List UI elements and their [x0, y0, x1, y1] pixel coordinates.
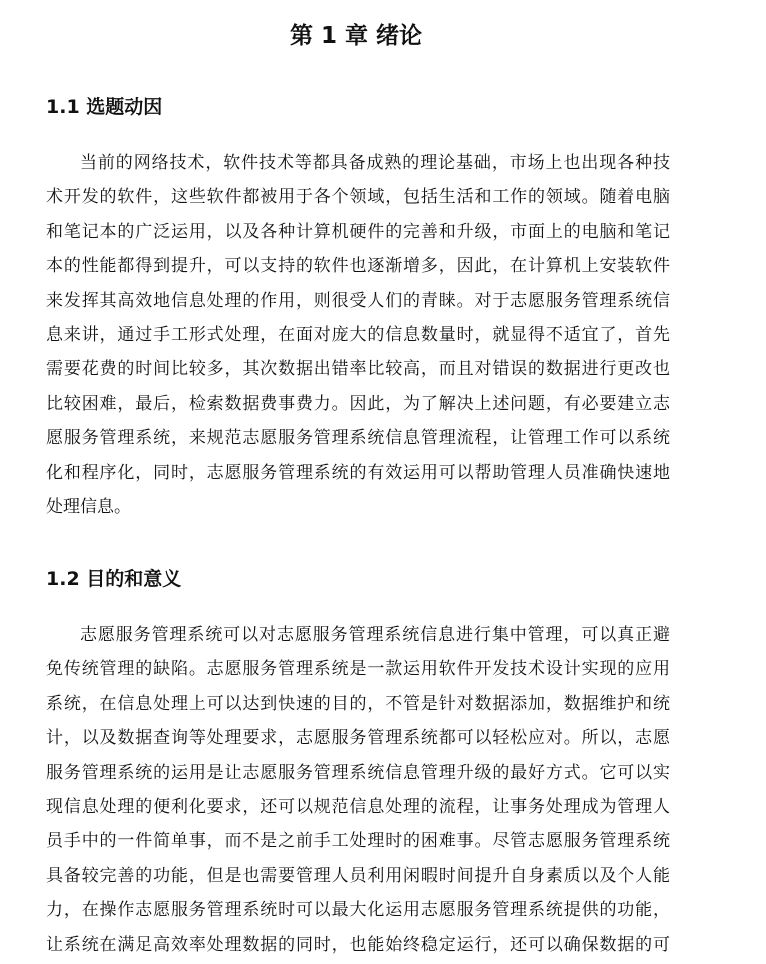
paragraph-line: 力，在操作志愿服务管理系统时可以最大化运用志愿服务管理系统提供的功能， [46, 900, 670, 921]
paragraph-line: 比较困难，最后，检索数据费事费力。因此，为了解决上述问题，有必要建立志 [46, 393, 670, 414]
paragraph-line: 愿服务管理系统，来规范志愿服务管理系统信息管理流程，让管理工作可以系统 [46, 428, 670, 449]
paragraph-line: 来发挥其高效地信息处理的作用，则很受人们的青睐。对于志愿服务管理系统信 [46, 290, 670, 311]
section-1-2-paragraph [46, 618, 670, 962]
paragraph-line: 系统，在信息处理上可以达到快速的目的，不管是针对数据添加，数据维护和统 [46, 693, 670, 714]
paragraph-line: 具备较完善的功能，但是也需要管理人员利用闲暇时间提升自身素质以及个人能 [46, 865, 670, 886]
paragraph-line: 服务管理系统的运用是让志愿服务管理系统信息管理升级的最好方式。它可以实 [46, 762, 670, 783]
chapter-title: 第 1 章 绪论 [289, 23, 423, 49]
paragraph-line: 和笔记本的广泛运用，以及各种计算机硬件的完善和升级，市面上的电脑和笔记 [46, 221, 670, 242]
paragraph-line: 本的性能都得到提升，可以支持的软件也逐渐增多，因此，在计算机上安装软件 [46, 256, 670, 277]
section-heading-1-2: 1.2 目的和意义 [46, 568, 182, 590]
paragraph-line: 处理信息。 [46, 496, 131, 517]
paragraph-line: 术开发的软件，这些软件都被用于各个领域，包括生活和工作的领域。随着电脑 [46, 187, 670, 208]
paragraph-line: 免传统管理的缺陷。志愿服务管理系统是一款运用软件开发技术设计实现的应用 [46, 659, 670, 680]
paragraph-line: 当前的网络技术，软件技术等都具备成熟的理论基础，市场上也出现各种技 [80, 153, 670, 173]
paragraph-line: 息来讲，通过手工形式处理，在面对庞大的信息数量时，就显得不适宜了，首先 [46, 324, 670, 345]
paragraph-line: 让系统在满足高效率处理数据的同时，也能始终稳定运行，还可以确保数据的可 [46, 934, 670, 955]
section-heading-1-1: 1.1 选题动因 [46, 96, 163, 118]
section-1-1-paragraph [46, 146, 670, 524]
paragraph-line: 化和程序化，同时，志愿服务管理系统的有效运用可以帮助管理人员准确快速地 [46, 462, 670, 483]
paragraph-line: 需要花费的时间比较多，其次数据出错率比较高，而且对错误的数据进行更改也 [46, 359, 670, 380]
paragraph-line: 志愿服务管理系统可以对志愿服务管理系统信息进行集中管理，可以真正避 [80, 625, 670, 645]
paragraph-line: 员手中的一件简单事，而不是之前手工处理时的困难事。尽管志愿服务管理系统 [46, 831, 670, 852]
paragraph-line: 计，以及数据查询等处理要求，志愿服务管理系统都可以轻松应对。所以，志愿 [46, 728, 670, 749]
paragraph-line: 现信息处理的便利化要求，还可以规范信息处理的流程，让事务处理成为管理人 [46, 796, 670, 817]
